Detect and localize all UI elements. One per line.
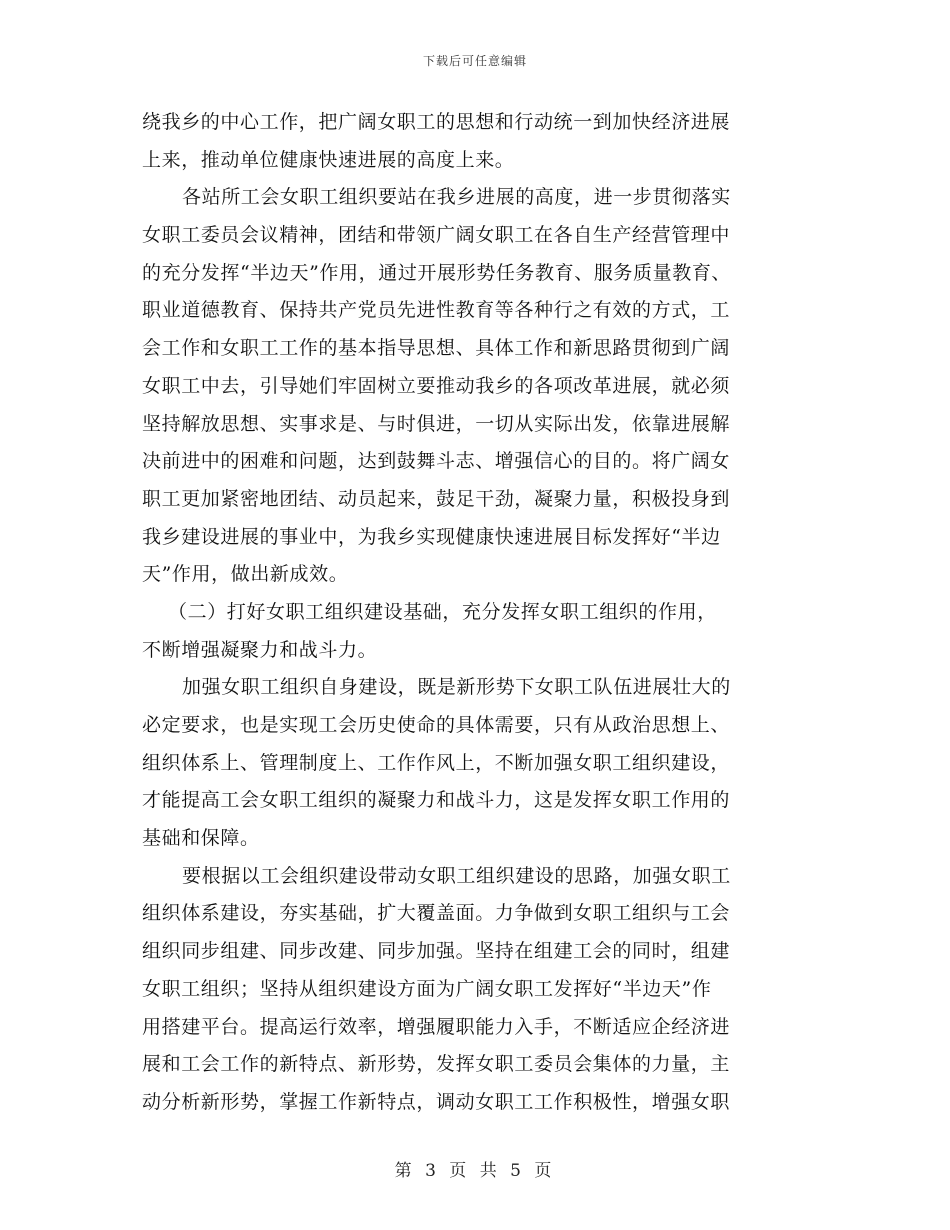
text-line: 决前进中的困难和问题，达到鼓舞斗志、增强信心的目的。将广阔女: [142, 450, 731, 473]
page-number-footer: 第 3 页 共 5 页: [394, 1161, 556, 1181]
text-line: 绕我乡的中心工作，把广阔女职工的思想和行动统一到加快经济进展: [142, 111, 731, 133]
text-line: 我乡建设进展的事业中，为我乡实现健康快速进展目标发挥好“半边: [142, 525, 721, 548]
text-line: 女职工委员会议精神，团结和带领广阔女职工在各自生产经营管理中: [142, 224, 731, 247]
text-line: 职工更加紧密地团结、动员起来，鼓足干劲，凝聚力量，积极投身到: [142, 487, 731, 510]
text-line: 不断增强凝聚力和战斗力。: [142, 638, 378, 661]
text-line: 女职工中去，引导她们牢固树立要推动我乡的各项改革进展，就必须: [142, 374, 731, 397]
text-line: 必定要求，也是实现工会历史使命的具体需要，只有从政治思想上、: [142, 714, 731, 736]
text-line: 组织体系上、管理制度上、工作作风上，不断加强女职工组织建设，: [142, 751, 731, 774]
text-line: 天”作用，做出新成效。: [142, 563, 349, 586]
text-line: 会工作和女职工工作的基本指导思想、具体工作和新思路贯彻到广阔: [142, 337, 731, 360]
text-line: 各站所工会女职工组织要站在我乡进展的高度，进一步贯彻落实: [182, 186, 731, 209]
text-line: 坚持解放思想、实事求是、与时俱进，一切从实际出发，依靠进展解: [142, 412, 731, 435]
text-line: 女职工组织；坚持从组织建设方面为广阔女职工发挥好“半边天”作: [142, 977, 712, 1000]
text-line: 的充分发挥“半边天”作用，通过开展形势任务教育、服务质量教育、: [142, 261, 732, 284]
text-line: 上来，推动单位健康快速进展的高度上来。: [142, 148, 515, 171]
text-line: 加强女职工组织自身建设，既是新形势下女职工队伍进展壮大的: [182, 676, 731, 699]
text-line: 基础和保障。: [142, 827, 260, 850]
text-line: 展和工会工作的新特点、新形势，发挥女职工委员会集体的力量，主: [142, 1053, 731, 1076]
text-line: 要根据以工会组织建设带动女职工组织建设的思路，加强女职工: [182, 864, 731, 887]
document-body: [142, 104, 810, 1122]
text-line: 组织同步组建、同步改建、同步加强。坚持在组建工会的同时，组建: [142, 940, 731, 963]
text-line: 动分析新形势，掌握工作新特点，调动女职工工作积极性，增强女职: [142, 1090, 731, 1113]
text-line: 组织体系建设，夯实基础，扩大覆盖面。力争做到女职工组织与工会: [142, 902, 731, 925]
text-line: 才能提高工会女职工组织的凝聚力和战斗力，这是发挥女职工作用的: [142, 789, 731, 812]
text-line: 职业道德教育、保持共产党员先进性教育等各种行之有效的方式，工: [142, 299, 731, 322]
text-line: 用搭建平台。提高运行效率，增强履职能力入手，不断适应企经济进: [142, 1015, 731, 1038]
page-header-note: 下载后可任意编辑: [422, 54, 527, 68]
text-line: （二）打好女职工组织建设基础，充分发挥女职工组织的作用，: [168, 600, 717, 623]
